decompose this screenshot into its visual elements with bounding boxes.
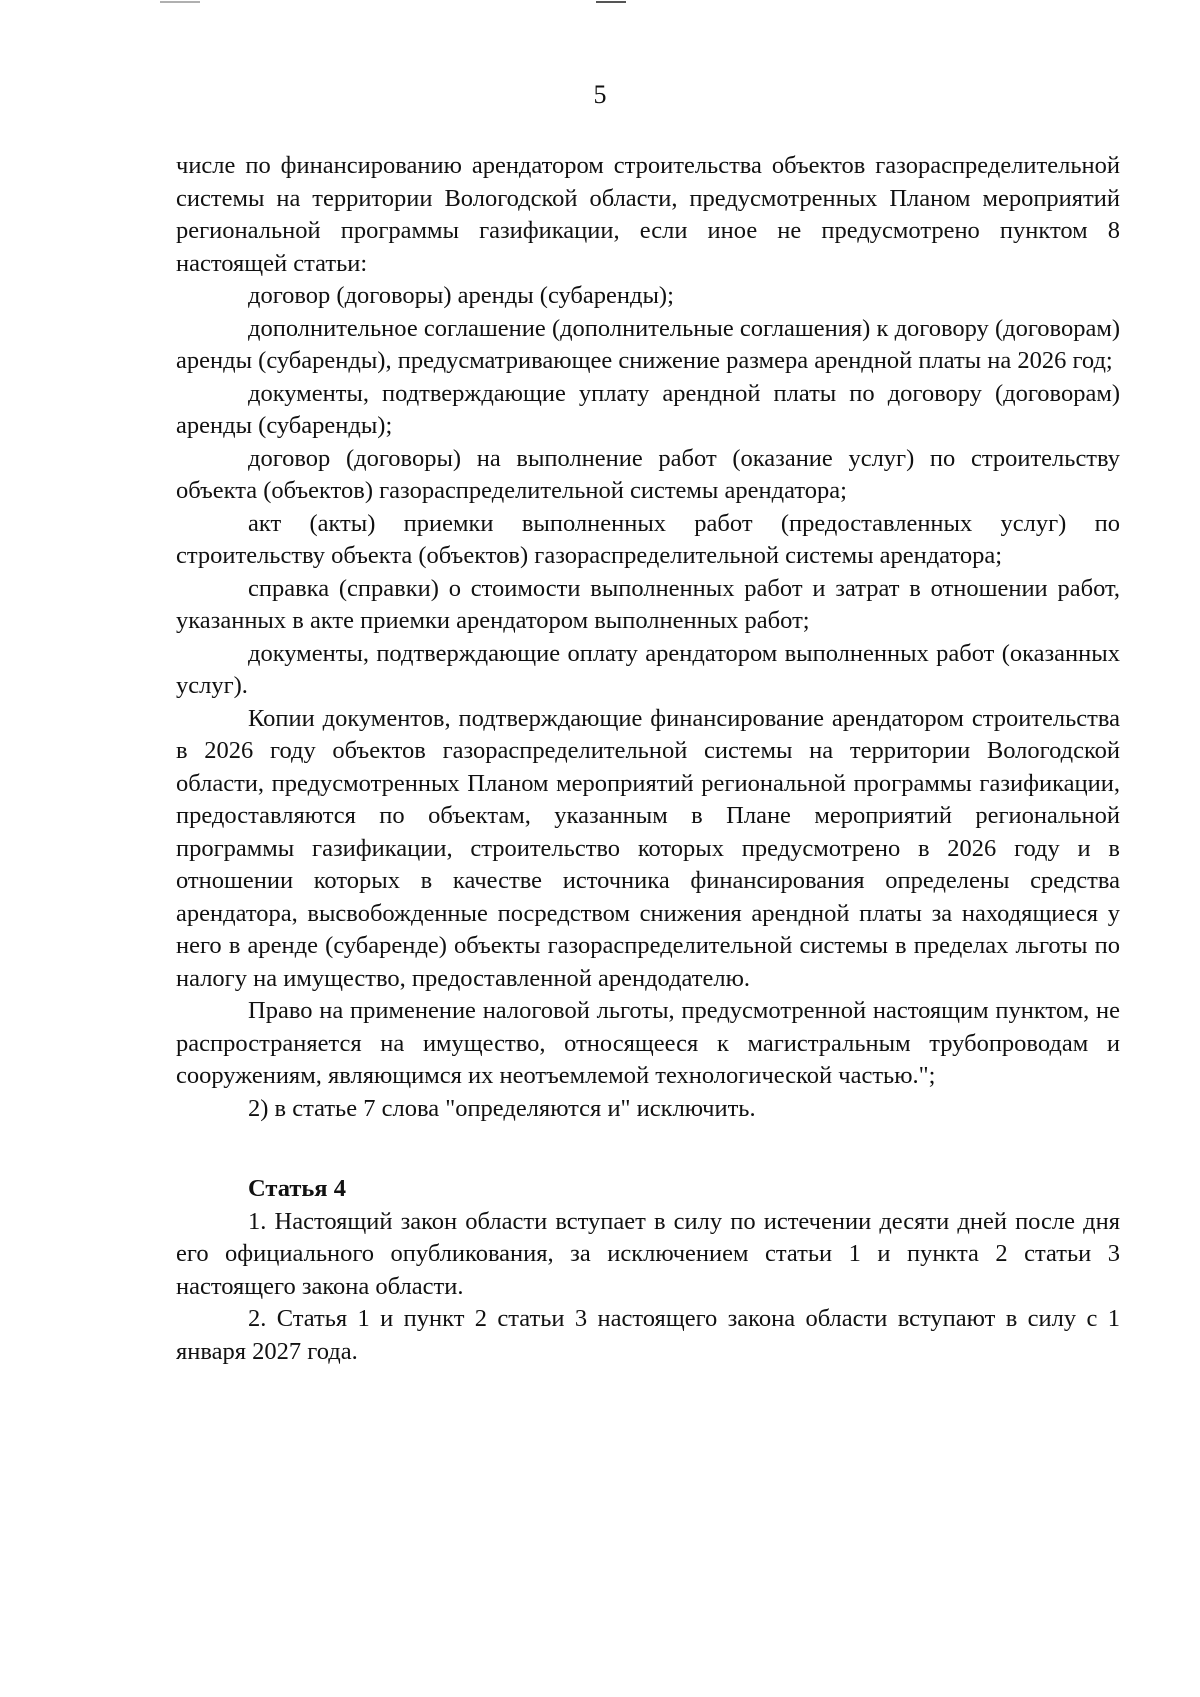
paragraph-tax-relief-exclusion: Право на применение налоговой льготы, предусмотренной настоящим пунктом, не распространяется на имущество, относящееся к магистральным трубопроводам и сооружениям, являющимся их неотъемлемой технологической частью."; <box>176 997 1120 1089</box>
paragraph-continuation: числе по финансированию арендатором строительства объектов газораспределительной системы на территории Вологодской области, предусмотренных Планом мероприятий региональной программы газификации, если иное не предусмотрено пунктом 8 настоящей статьи: <box>176 152 1120 277</box>
list-item-acceptance-act: акт (акты) приемки выполненных работ (предоставленных услуг) по строительству объекта (объектов) газораспределительной системы арендатора; <box>176 509 1120 569</box>
scan-edge-marks <box>0 0 1200 6</box>
paragraph-article7-amendment: 2) в статье 7 слова "определяются и" исключить. <box>248 1094 756 1122</box>
page-number: 5 <box>593 80 607 109</box>
document-body <box>176 150 1120 1368</box>
article4-item-2: 2. Статья 1 и пункт 2 статьи 3 настоящего закона области вступают в силу с 1 января 2027 года. <box>176 1305 1120 1365</box>
list-item-rent-payment-docs: документы, подтверждающие уплату арендной платы по договору (договорам) аренды (субаренды); <box>176 379 1120 439</box>
paragraph-document-copies: Копии документов, подтверждающие финансирование арендатором строительства в 2026 году объектов газораспределительной системы на территории Вологодской области, предусмотренных Планом мероприятий региональной программы газификации, предоставляются по объектам, указанным в Плане мероприятий региональной программы газификации, строительство которых предусмотрено в 2026 году и в отношении которых в качестве источника финансирования определены средства арендатора, высвобожденные посредством снижения арендной платы за находящиеся у него в аренде (субаренде) объекты газораспределительной системы в пределах льготы по налогу на имущество, предоставленной арендодателю. <box>176 704 1120 992</box>
list-item-supplementary-agreement: дополнительное соглашение (дополнительные соглашения) к договору (договорам) аренды (субаренды), предусматривающее снижение размера арендной платы на 2026 год; <box>176 314 1120 374</box>
list-item-lease-agreement: договор (договоры) аренды (субаренды); <box>248 282 674 309</box>
list-item-payment-docs: документы, подтверждающие оплату арендатором выполненных работ (оказанных услуг). <box>176 639 1120 699</box>
article-heading: Статья 4 <box>248 1175 346 1202</box>
list-item-cost-statement: справка (справки) о стоимости выполненных работ и затрат в отношении работ, указанных в акте приемки арендатором выполненных работ; <box>176 574 1120 634</box>
list-item-works-contract: договор (договоры) на выполнение работ (оказание услуг) по строительству объекта (объектов) газораспределительной системы арендатора; <box>176 444 1120 504</box>
article4-item-1: 1. Настоящий закон области вступает в силу по истечении десяти дней после дня его официального опубликования, за исключением статьи 1 и пункта 2 статьи 3 настоящего закона области. <box>176 1207 1120 1300</box>
